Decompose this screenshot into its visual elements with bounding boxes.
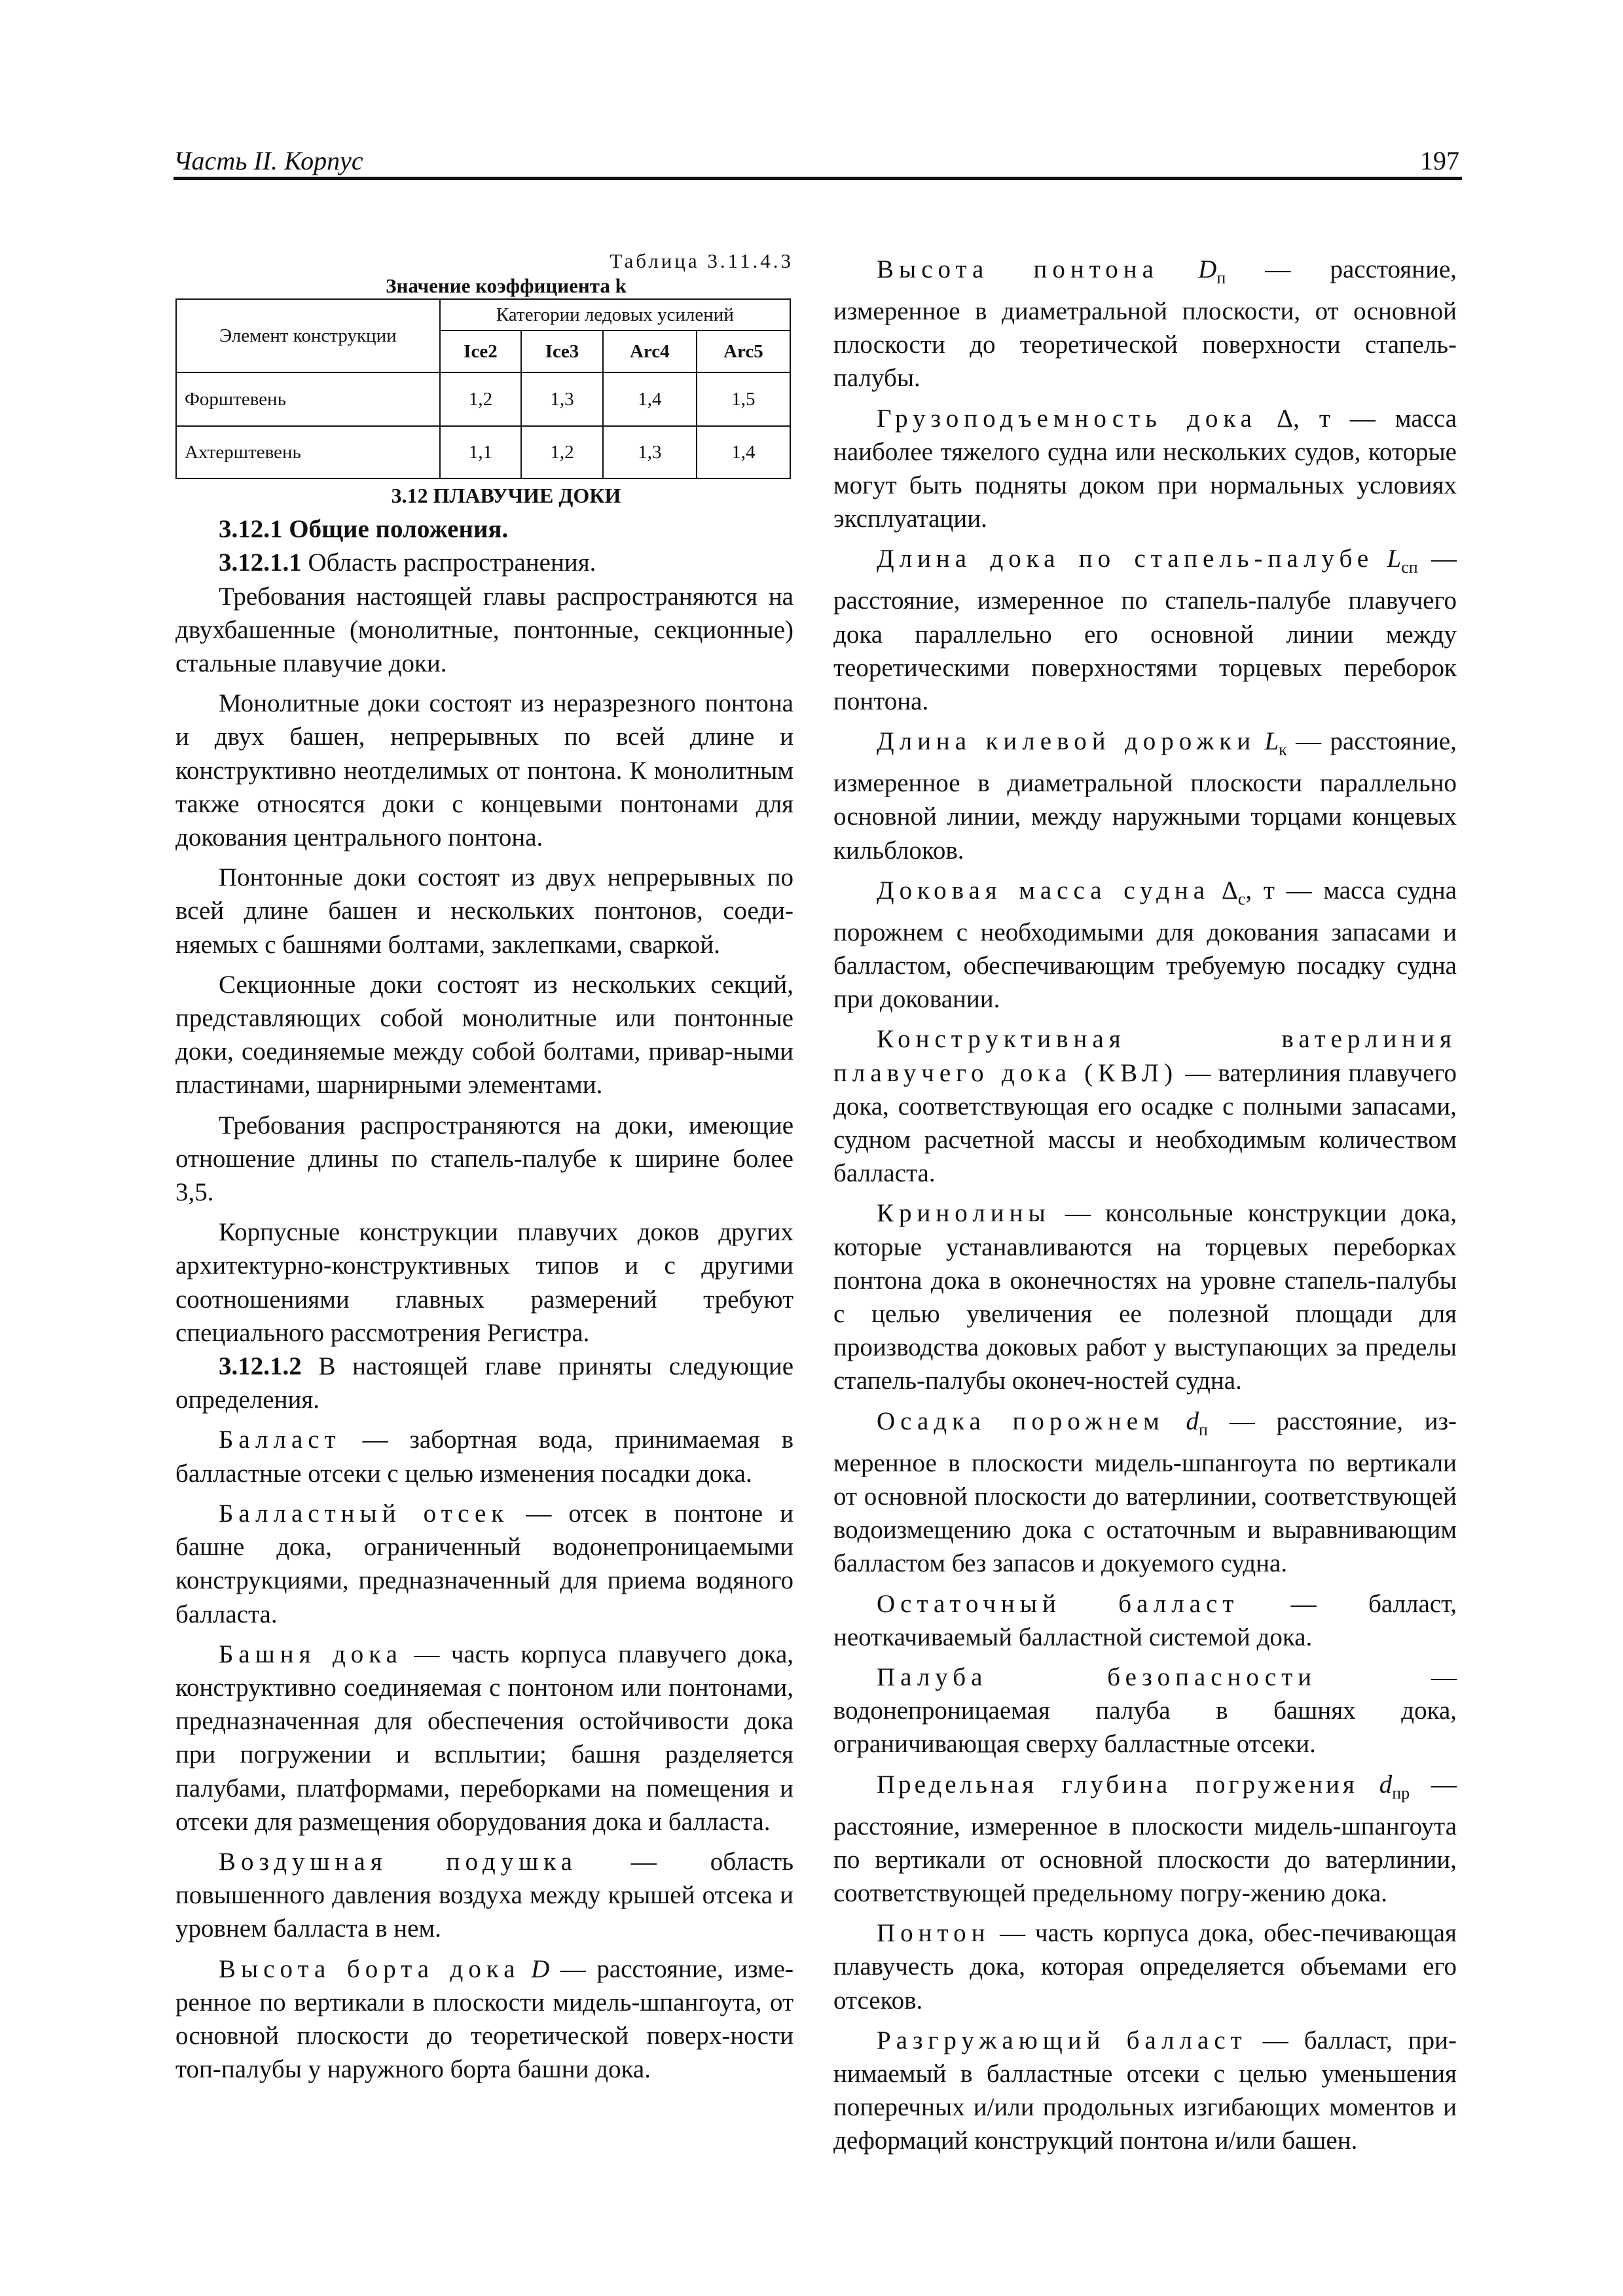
definition-unit: , т xyxy=(1245,876,1275,905)
definition xyxy=(833,1405,1457,1581)
definition-text: — часть корпуса плавучего дока, конструктивно соединяемая с понтоном или понтонами, предназначенная для обеспечения остойчивости дока при погружении и всплытии; башня разделяется палубами, платформами, переборками на помещения и отсеки для размещения оборудования дока и балласта. xyxy=(175,1640,794,1836)
header-element: Элемент конструкции xyxy=(176,299,440,372)
row-name: Форштевень xyxy=(176,372,440,426)
definition-text: — отсек в понтоне и башне дока, ограниченный водонепроницаемыми конструкциями, предназначенный для приема водяного балласта. xyxy=(175,1499,793,1628)
symbol-subscript: сп xyxy=(1401,558,1418,577)
table-cell: 1,4 xyxy=(697,426,790,478)
row-name: Ахтерштевень xyxy=(176,426,440,478)
clause-text: В настоящей главе приняты следующие определения. xyxy=(175,1352,793,1414)
definition-symbol: D xyxy=(531,1954,550,1983)
definition-text: — расстояние, измеренное в плоскости мидель-шпангоута по вертикали от основной плоскости до ватерлинии, соответствующей предельному погру-жению дока. xyxy=(833,1770,1457,1907)
header-categories: Категории ледовых усилений xyxy=(440,299,790,331)
definition xyxy=(833,542,1457,718)
paragraph: Монолитные доки состоят из неразрезного понтона и двух башен, непрерывных по всей длине и конструктивно неотделимых от понтона. К монолитным также относятся доки с концевыми понтонами для докования центрального понтона. xyxy=(175,689,793,852)
left-column xyxy=(175,249,793,2086)
definition-text: — забортная вода, принимаемая в балластные отсеки с целью изменения посадки дока. xyxy=(175,1426,793,1488)
clause-number: 3.12.1.1 xyxy=(219,548,302,577)
definition xyxy=(175,1497,793,1631)
definition-term: Башня дока xyxy=(219,1640,403,1668)
table-cell: 1,3 xyxy=(521,372,603,426)
table-cell: 1,5 xyxy=(697,372,790,426)
category-ice2: Ice2 xyxy=(440,331,522,372)
definition-text: — балласт, при-нимаемый в балластные отсеки с целью уменьшения поперечных и/или продольных изгибающих моментов и деформаций конструкций понтона и/или башен. xyxy=(833,2026,1457,2155)
symbol-subscript: к xyxy=(1279,740,1287,760)
definition-symbol: Δ xyxy=(1221,876,1238,905)
definition xyxy=(833,1587,1457,1654)
definition-symbol: L xyxy=(1264,727,1279,756)
definition xyxy=(833,725,1457,867)
category-arc5: Arc5 xyxy=(697,331,790,372)
clause-heading xyxy=(175,546,793,579)
definition xyxy=(833,2024,1457,2158)
definition-term: Балластный отсек xyxy=(219,1499,509,1528)
definition-text: — ватерлиния плавучего дока, соответствующая его осадке с полными запасами, судном расчетной массы и необходимым количеством балласта. xyxy=(833,1058,1457,1188)
symbol-subscript: п xyxy=(1199,1420,1208,1439)
definition-text: — консольные конструкции дока, которые устанавливаются на торцевых переборках понтона дока в оконечностях на уровне стапель-палубы с целью увеличения ее полезной площади для производства доковых работ у выступающих за пределы стапель-палубы оконеч-ностей судна. xyxy=(833,1199,1457,1395)
definition-term: Разгружающий балласт xyxy=(877,2026,1247,2054)
symbol-subscript: п xyxy=(1216,268,1226,287)
table-row xyxy=(176,426,790,478)
definition-text: — балласт, неоткачиваемый балластной системой дока. xyxy=(833,1589,1457,1651)
definition xyxy=(833,1660,1457,1761)
definition-term: Понтон xyxy=(877,1919,991,1948)
definition-term: Воздушная подушка xyxy=(219,1847,577,1876)
definition xyxy=(175,1423,793,1490)
definition-text: — расстояние, измеренное в диаметральной плоскости, от основной плоскости до теоретической поверхности стапель-палубы. xyxy=(833,255,1457,393)
definition xyxy=(833,1022,1457,1190)
section-title: 3.12 ПЛАВУЧИЕ ДОКИ xyxy=(391,484,621,507)
definition xyxy=(833,874,1457,1016)
definition-term: Предельная глубина погружения xyxy=(877,1770,1358,1799)
definition xyxy=(833,1196,1457,1397)
clause-text: Область распространения. xyxy=(301,548,596,577)
definition-term: Доковая масса судна xyxy=(877,876,1211,905)
definition-symbol: d xyxy=(1379,1770,1393,1799)
definition-symbol: D xyxy=(1198,255,1217,283)
definition xyxy=(175,1952,793,2087)
table-cell: 1,2 xyxy=(440,372,522,426)
definition-text: — часть корпуса дока, обес-печивающая плавучесть дока, которая определяется объемами его отсеков. xyxy=(833,1919,1457,2015)
clause-heading xyxy=(175,1350,793,1416)
definition-term: Палуба безопасности xyxy=(877,1662,1317,1691)
definition-term: Грузоподъемность дока xyxy=(877,404,1257,433)
clause-number: 3.12.1.2 xyxy=(219,1352,302,1381)
table-cell: 1,4 xyxy=(603,372,697,426)
symbol-subscript: пр xyxy=(1392,1783,1410,1803)
definition-text: — расстояние, измеренное по стапель-палубе плавучего дока параллельно его основной линии между теоретическими поверхностями торцевых переборок понтона. xyxy=(833,545,1457,716)
category-ice3: Ice3 xyxy=(521,331,603,372)
definition-symbol: L xyxy=(1387,545,1402,573)
definition-text: — водонепроницаемая палуба в башнях дока, ограничивающая сверху балластные отсеки. xyxy=(833,1662,1457,1759)
definition-term: Кринолины xyxy=(877,1199,1051,1228)
page-number: 197 xyxy=(1420,146,1459,175)
category-arc4: Arc4 xyxy=(603,331,697,372)
paragraph: Секционные доки состоят из нескольких секций, представляющих собой монолитные или понтонные доки, соединяемые между собой болтами, привар-ными пластинами, шарнирными элементами. xyxy=(175,970,793,1100)
definition xyxy=(175,1638,793,1839)
definition-term: Длина килевой дорожки xyxy=(877,727,1256,756)
definition-term: Балласт xyxy=(219,1426,341,1454)
definition xyxy=(833,402,1457,536)
definition xyxy=(833,253,1457,395)
definition-term: Длина дока по стапель-палубе xyxy=(877,545,1374,573)
definition xyxy=(833,1768,1457,1910)
definition-text: — расстояние, изме-ренное по вертикали в плоскости мидель-шпангоута, от основной плоскости до теоретической поверх-ности топ-палубы у наружного борта башни дока. xyxy=(175,1954,793,2084)
definition-text: — масса судна порожнем с необходимыми для докования запасами и балластом, обеспечивающим требуемую посадку судна при доковании. xyxy=(833,876,1457,1014)
paragraph: Требования распространяются на доки, имеющие отношение длины по стапель-палубе к ширине более 3,5. xyxy=(175,1111,793,1207)
symbol-subscript: с xyxy=(1237,889,1246,908)
definition xyxy=(175,1845,793,1946)
table-header-row xyxy=(176,299,790,331)
definition-symbol: d xyxy=(1186,1407,1199,1435)
table-row xyxy=(176,372,790,426)
definition-text: — область повышенного давления воздуха между крышей отсека и уровнем балласта в нем. xyxy=(175,1847,793,1943)
paragraph: Требования настоящей главы распространяются на двухбашенные (монолитные, понтонные, секционные) стальные плавучие доки. xyxy=(175,582,793,678)
table-caption: Таблица 3.11.4.3 xyxy=(610,249,793,272)
coefficient-table xyxy=(175,298,791,479)
subsection-heading: 3.12.1 Общие положения. xyxy=(219,515,509,544)
table-cell: 1,1 xyxy=(440,426,522,478)
definition-term: Остаточный балласт xyxy=(877,1589,1239,1618)
running-header: Часть II. Корпус xyxy=(173,146,363,175)
definition-term: Высота понтона xyxy=(877,255,1159,283)
definition-text: — масса наиболее тяжелого судна или нескольких судов, которые могут быть подняты доком при нормальных условиях эксплуатации. xyxy=(833,404,1457,533)
definition-term: Конструктивная ватерлиния плавучего дока (КВЛ) xyxy=(833,1025,1457,1087)
definition xyxy=(833,1916,1457,2017)
table-cell: 1,3 xyxy=(603,426,697,478)
definition-symbol: Δ, т xyxy=(1277,404,1330,433)
header-rule xyxy=(173,177,1462,180)
table-title: Значение коэффициента k xyxy=(386,274,627,297)
paragraph: Понтонные доки состоят из двух непрерывных по всей длине башен и нескольких понтонов, соеди-няемых с башнями болтами, заклепками, сваркой. xyxy=(175,863,793,959)
paragraph: Корпусные конструкции плавучих доков других архитектурно-конструктивных типов и с другими соотношениями главных размерений требуют специального рассмотрения Регистра. xyxy=(175,1218,793,1347)
definition-term: Высота борта дока xyxy=(219,1954,520,1983)
definition-text: — расстояние, измеренное в диаметральной плоскости параллельно основной линии, между наружными торцами концевых кильблоков. xyxy=(833,727,1457,865)
right-column xyxy=(833,253,1457,2158)
definition-text: — расстояние, из-меренное в плоскости мидель-шпангоута по вертикали от основной плоскости до ватерлинии, соответствующей водоизмещению дока с остаточным и выравнивающим балластом без запасов и докуемого судна. xyxy=(833,1407,1457,1578)
table-cell: 1,2 xyxy=(521,426,603,478)
definition-term: Осадка порожнем xyxy=(877,1407,1165,1435)
